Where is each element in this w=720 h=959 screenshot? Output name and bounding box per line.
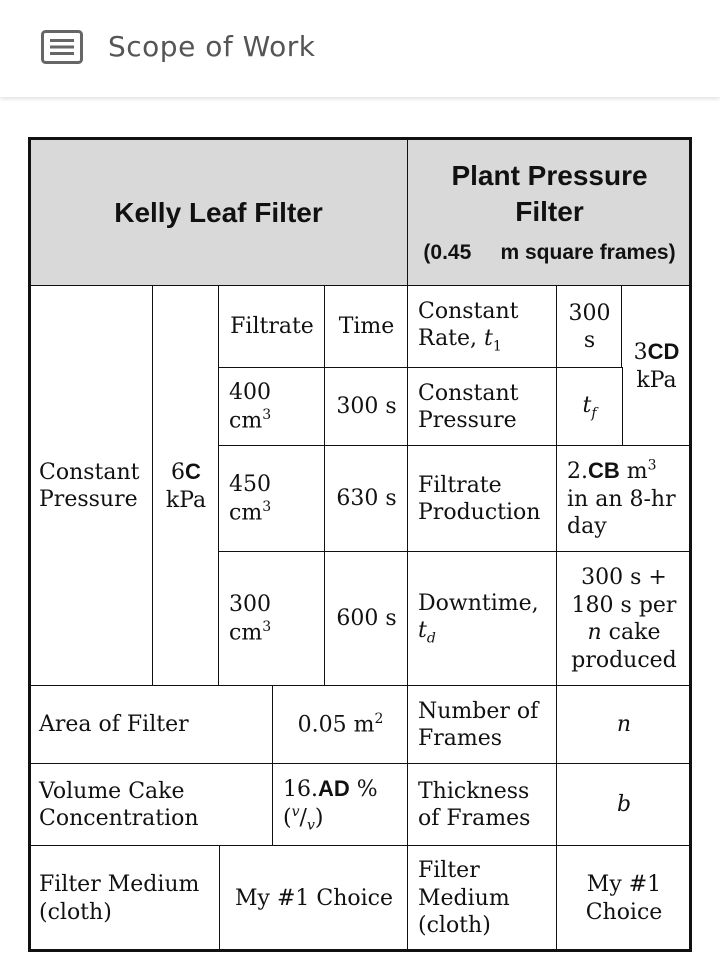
plant-header-line2: [423, 239, 675, 266]
time-cell-1: [324, 367, 409, 447]
kelly-leaf-header-text: Kelly Leaf Filter: [114, 196, 323, 228]
app-header: [0, 0, 720, 97]
filtrate-unit-2: $cm^3$: [229, 498, 272, 526]
frames-label: [407, 685, 558, 765]
area-label: [28, 685, 274, 765]
thickness-value: [556, 763, 692, 847]
constant-rate-label: [407, 285, 558, 369]
plant-pressure-number: 3CD: [633, 339, 680, 365]
filtrate-production-text: Filtrate Production: [418, 472, 541, 525]
plant-header-line1: Plant Pressure Filter: [451, 159, 648, 228]
volume-cake-ratio: $(^v/_v)$: [283, 803, 324, 834]
col-filtrate-text: Filtrate: [230, 314, 314, 340]
downtime-value-line3: n cake: [587, 620, 661, 645]
constant-rate-text: Constant Rate, $t_1$: [418, 298, 519, 355]
tf-text: $t_f$: [582, 392, 597, 421]
downtime-text: Downtime,: [418, 590, 539, 616]
constant-pressure-text: Constant Pressure: [39, 459, 140, 512]
filtrate-production-amount: 2.CB $m^3$: [567, 457, 657, 485]
plant-pressure-unit: kPa: [636, 367, 677, 393]
filtrate-cell-2: [218, 445, 326, 553]
plant-header-dim: (0.45: [423, 240, 472, 264]
constant-pressure-label: [28, 285, 154, 687]
downtime-value-line1: 300 s +: [581, 565, 667, 590]
col-filtrate-header: [218, 285, 326, 369]
frames-value: [556, 685, 692, 765]
col-time-text: Time: [338, 314, 395, 340]
scope-table: [28, 137, 692, 952]
frames-text: Number of Frames: [418, 698, 539, 751]
filtrate-cell-1: [218, 367, 326, 447]
filtrate-vol-1: 400: [229, 380, 271, 406]
hamburger-menu-icon[interactable]: [41, 30, 83, 64]
plant-pressure-header: [407, 137, 692, 287]
filtrate-vol-3: 300: [229, 592, 271, 618]
downtime-value: [556, 551, 692, 687]
thickness-text: Thickness of Frames: [418, 778, 531, 831]
time-value-3: 600 s: [336, 606, 397, 632]
volume-cake-label: [28, 763, 274, 847]
volume-cake-number: 16.AD %: [283, 776, 378, 803]
volume-cake-value: [272, 763, 409, 847]
filter-medium-value-text: My #1 Choice: [235, 885, 393, 911]
plant-filter-medium-label: [407, 845, 558, 952]
downtime-value-line2: 180 s per: [571, 592, 677, 618]
volume-cake-text: Volume Cake Concentration: [39, 778, 199, 831]
filtrate-vol-2: 450: [229, 472, 271, 498]
plant-filter-medium-value: [556, 845, 692, 952]
time-value-1: 300 s: [336, 394, 397, 420]
kelly-pressure-number: 6C: [171, 459, 201, 485]
area-value: [272, 685, 409, 765]
kelly-pressure-value: [152, 285, 220, 687]
area-value-text: 0.05 $m^2$: [297, 711, 384, 738]
constant-pressure-plant-text: Constant Pressure: [418, 380, 519, 433]
tf-value: [556, 367, 623, 447]
plant-filter-medium-text: Filter Medium (cloth): [418, 858, 510, 939]
filter-medium-value: [219, 845, 409, 952]
plant-pressure-value: [621, 285, 692, 447]
time-value-2: 630 s: [336, 486, 397, 512]
time-cell-3: [324, 551, 409, 687]
area-text: Area of Filter: [39, 712, 189, 738]
plant-header-frames: m square frames): [500, 240, 676, 264]
constant-pressure-plant-label: [407, 367, 558, 447]
filter-medium-label: [28, 845, 221, 952]
downtime-label: [407, 551, 558, 687]
filtrate-production-value: [556, 445, 692, 553]
filtrate-unit-3: $cm^3$: [229, 618, 272, 646]
filter-medium-text: Filter Medium (cloth): [39, 872, 200, 925]
constant-rate-value-text: 300 s: [568, 300, 611, 353]
filtrate-unit-1: $cm^3$: [229, 406, 272, 434]
frames-value-text: n: [616, 712, 632, 738]
time-cell-2: [324, 445, 409, 553]
downtime-var: $t_d$: [418, 618, 436, 647]
plant-filter-medium-value-text: My #1 Choice: [585, 872, 663, 925]
thickness-value-text: b: [616, 792, 632, 818]
filtrate-production-label: [407, 445, 558, 553]
page-title: Scope of Work: [108, 30, 316, 63]
filtrate-cell-3: [218, 551, 326, 687]
thickness-label: [407, 763, 558, 847]
col-time-header: [324, 285, 409, 369]
filtrate-production-rest: in an 8-hr day: [567, 486, 676, 540]
downtime-value-line4: produced: [571, 647, 677, 673]
kelly-pressure-unit: kPa: [165, 487, 207, 513]
kelly-leaf-header: [28, 137, 409, 287]
constant-rate-value: [556, 285, 623, 369]
